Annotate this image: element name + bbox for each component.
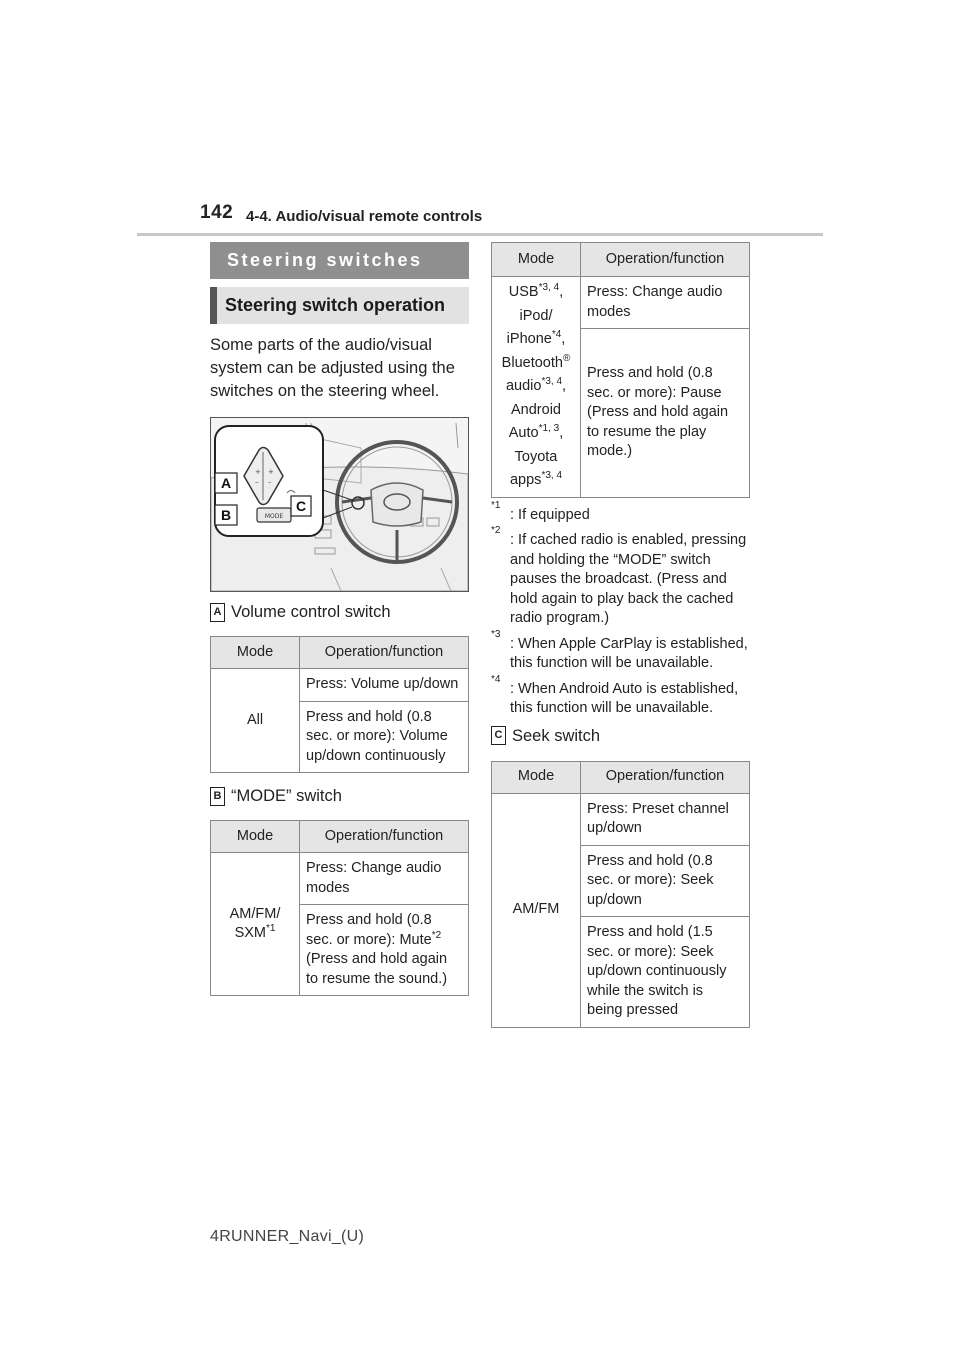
figure-label-b: B: [220, 507, 232, 523]
table-header-mode: Mode: [211, 821, 300, 853]
footnote: *4 : When Android Auto is established, this function will be unavailable.: [491, 673, 739, 716]
footnote: *2 : If cached radio is enabled, pressing and holding the “MODE” switch pauses the broadcast. (Press and hold again to play back the cached radio program.): [491, 525, 747, 626]
table-row: [492, 277, 750, 329]
mode-cell: USB$^{*3, 4}$, iPod/ iPhone$^{*4}$, Bluetooth® audio$^{*3, 4}$, Android Auto$^{*1, 3}$, Toyota apps$^{*3, 4}$: [492, 277, 581, 498]
operation-cell: Press: Volume up/down: [300, 669, 469, 702]
callout-mode-text: “MODE” switch: [231, 787, 342, 805]
mode-switch-text: MODE: [264, 513, 284, 520]
media-mode-table: [491, 242, 750, 498]
footnotes: [491, 499, 750, 719]
callout-mode: [210, 785, 469, 807]
operation-cell: Press: Change audio modes: [300, 853, 469, 905]
mode-cell: [211, 853, 300, 996]
footnote: *3 : When Apple CarPlay is established, this function will be unavailable.: [491, 628, 748, 671]
operation-cell: Press: Preset channel up/down: [581, 793, 750, 845]
callout-letter-b: B: [210, 787, 225, 806]
right-column: [491, 242, 750, 1028]
operation-text: (Press and hold again to resume the sound.): [306, 951, 448, 987]
table-header-mode: Mode: [492, 761, 581, 793]
mode-text: SXM: [234, 925, 266, 941]
callout-seek-text: Seek switch: [512, 726, 601, 745]
operation-cell: [300, 905, 469, 996]
callout-volume: [210, 601, 469, 623]
figure-label-a: A: [220, 475, 232, 491]
operation-cell: Press: Change audio modes: [581, 277, 750, 329]
page-number: 142: [200, 202, 234, 223]
callout-letter-a: A: [210, 603, 225, 622]
table-row: [211, 853, 469, 905]
table-header-operation: Operation/function: [581, 243, 750, 277]
table-header-mode: Mode: [492, 243, 581, 277]
mode-text: AM/FM/: [229, 905, 281, 922]
mode-cell: AM/FM: [492, 793, 581, 1027]
left-column: [210, 242, 469, 996]
callout-seek: [491, 725, 750, 747]
seek-switch-table: [491, 761, 750, 1028]
operation-cell: Press and hold (0.8 sec. or more): Volume up/down continuously: [300, 701, 469, 773]
mode-cell: All: [211, 669, 300, 773]
section-banner: Steering switches: [210, 242, 469, 279]
mode-switch-table: [210, 820, 469, 996]
steering-wheel-figure: [210, 417, 469, 592]
section-title: 4-4. Audio/visual remote controls: [246, 208, 483, 225]
table-header-operation: Operation/function: [300, 637, 469, 669]
volume-switch-table: [210, 636, 469, 773]
svg-text:+: +: [255, 468, 261, 476]
operation-text: Press and hold (0.8 sec. or more): Mute: [306, 912, 432, 948]
operation-cell: Press and hold (1.5 sec. or more): Seek up/down continuously while the switch is being pressed: [581, 917, 750, 1028]
footnote-ref: *1: [265, 923, 276, 935]
footnote-ref: *2: [431, 929, 442, 941]
table-header-operation: Operation/function: [581, 761, 750, 793]
table-header-operation: Operation/function: [300, 821, 469, 853]
header-rule: [137, 233, 823, 236]
table-row: [211, 669, 469, 702]
intro-text: Some parts of the audio/visual system can be adjusted using the switches on the steering wheel.: [210, 336, 455, 400]
table-header-mode: Mode: [211, 637, 300, 669]
svg-text:–: –: [268, 478, 272, 486]
figure-label-c: C: [295, 498, 307, 514]
callout-volume-text: Volume control switch: [231, 603, 391, 621]
svg-text:–: –: [255, 478, 259, 486]
operation-cell: Press and hold (0.8 sec. or more): Pause (Press and hold again to resume the play mode.): [581, 329, 750, 498]
subheading: Steering switch operation: [210, 287, 469, 324]
operation-cell: Press and hold (0.8 sec. or more): Seek up/down: [581, 845, 750, 917]
footnote: *1 : If equipped: [491, 499, 590, 523]
table-row: [492, 793, 750, 845]
svg-text:+: +: [268, 468, 274, 476]
steering-wheel-illustration: [211, 418, 468, 591]
callout-letter-c: C: [491, 726, 506, 745]
footer-model-code: 4RUNNER_Navi_(U): [210, 1228, 365, 1245]
